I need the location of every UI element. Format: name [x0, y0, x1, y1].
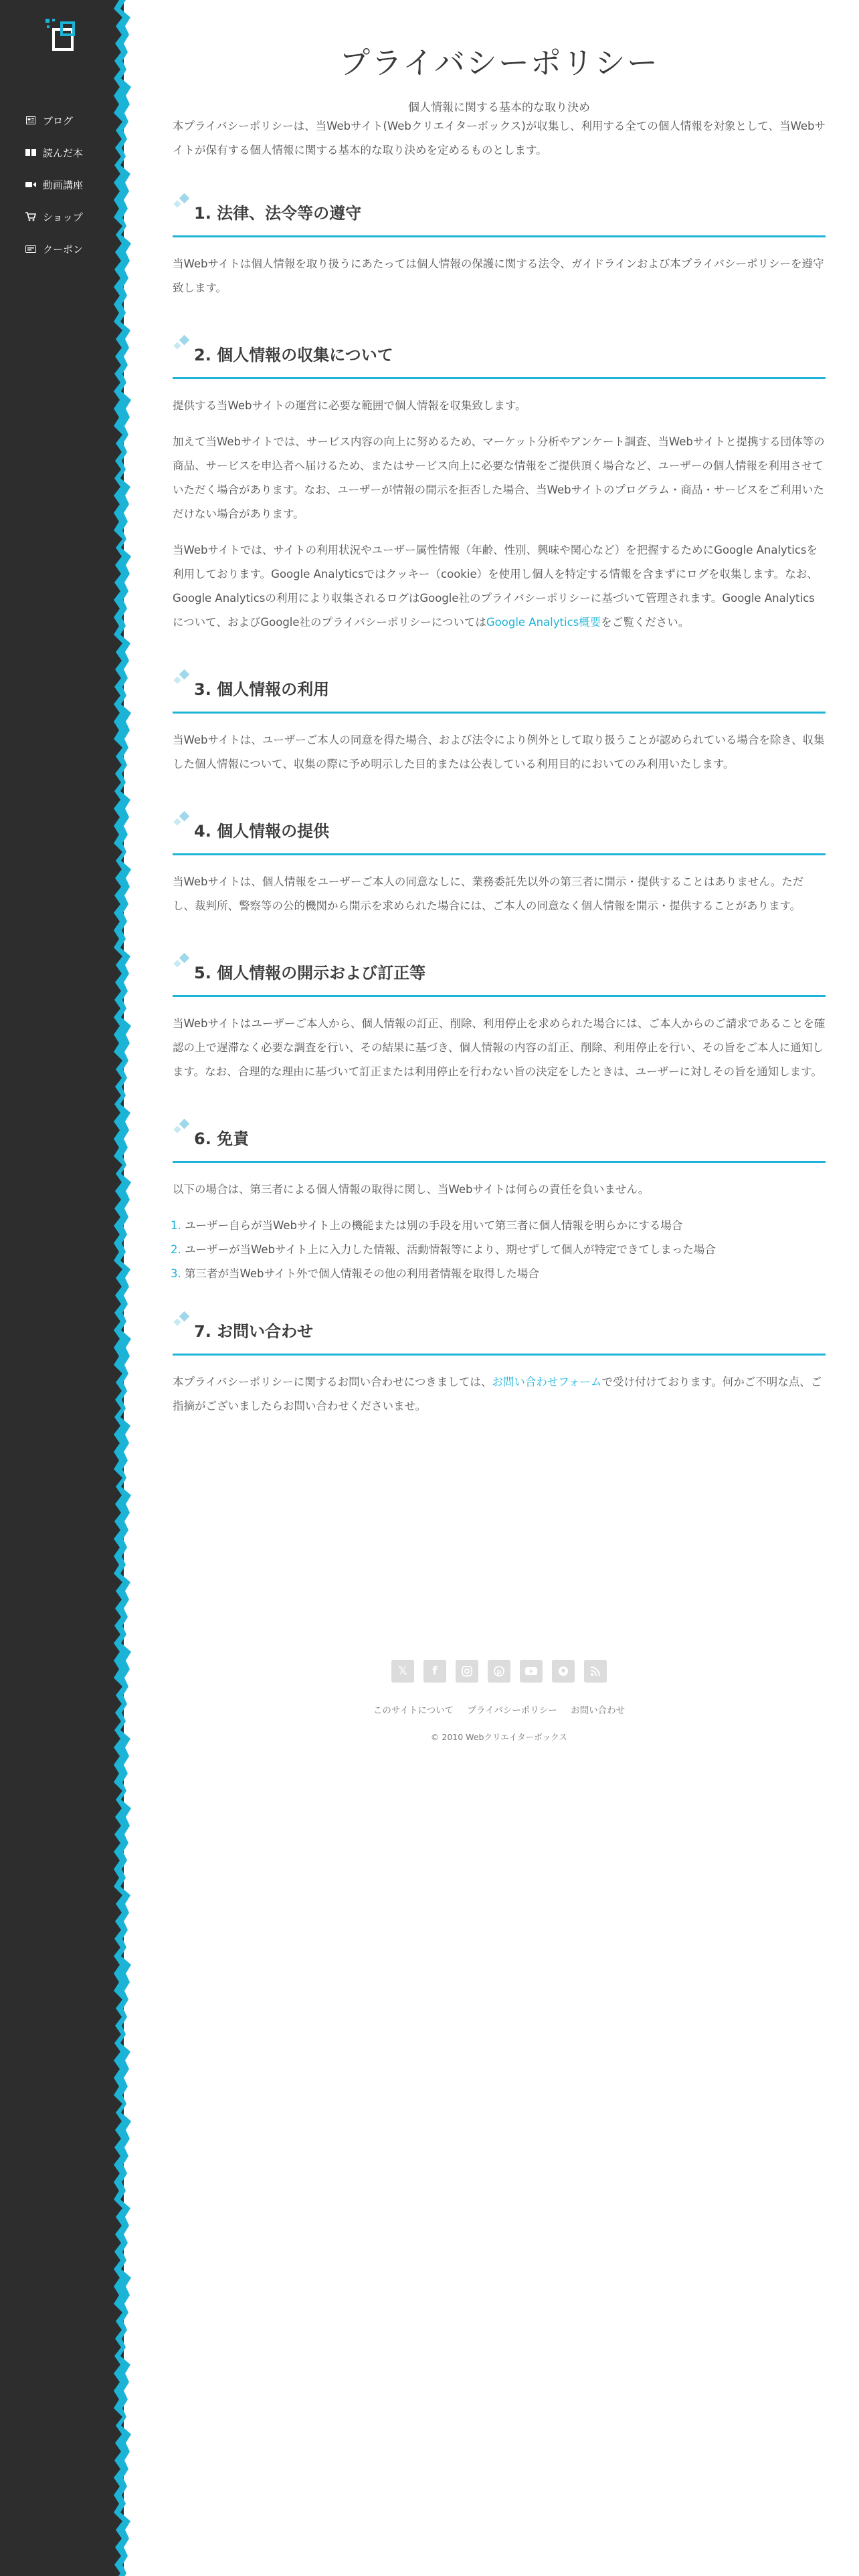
analytics-text-after: をご覧ください。	[601, 616, 690, 629]
facebook-icon[interactable]: f	[423, 1660, 446, 1683]
copyright: © 2010 Webクリエイターボックス	[430, 1732, 568, 1742]
section-heading	[173, 818, 826, 855]
nav-label: 動画講座	[43, 179, 84, 191]
list-item: 3. 第三者が当Webサイト外で個人情報その他の利用者情報を取得した場合	[185, 1262, 826, 1286]
github-icon[interactable]	[552, 1660, 575, 1683]
footer-links	[173, 1703, 826, 1716]
rss-icon[interactable]	[584, 1660, 607, 1683]
section-heading	[173, 676, 826, 714]
section-title: 1. 法律、法令等の遵守	[194, 204, 362, 223]
section-text: 当Webサイトは、個人情報をユーザーご本人の同意なしに、業務委託先以外の第三者に開示・提供することはありません。ただし、裁判所、警察等の公的機関から開示を求められた場合には、ご本人の同意なく個人情報を開示・提供することがあります。	[173, 875, 804, 912]
nav-label: クーポン	[43, 243, 84, 255]
video-icon	[25, 180, 36, 189]
disclaimer-list	[173, 1214, 826, 1286]
nav-item-blog[interactable]	[25, 104, 83, 136]
nav-item-shop[interactable]	[25, 201, 83, 233]
book-icon	[25, 148, 36, 157]
social-links	[173, 1660, 826, 1683]
nav-label: ショップ	[43, 211, 83, 223]
nav-label: 読んだ本	[43, 146, 84, 159]
youtube-icon[interactable]	[520, 1660, 543, 1683]
diamond-icon	[173, 953, 190, 970]
coupon-icon	[25, 244, 36, 253]
page-title: プライバシーポリシー	[339, 45, 659, 81]
pinterest-icon[interactable]	[488, 1660, 510, 1683]
diamond-icon	[173, 669, 190, 687]
nav-item-books[interactable]	[25, 136, 83, 169]
diamond-icon	[173, 1119, 190, 1136]
section-heading	[173, 342, 826, 379]
section-heading	[173, 960, 826, 997]
contact-form-link[interactable]: お問い合わせフォーム	[492, 1376, 602, 1388]
nav-label: ブログ	[43, 114, 74, 127]
section-title: 6. 免責	[194, 1130, 250, 1148]
page-subtitle: 個人情報に関する基本的な取り決め	[408, 101, 590, 114]
section-text: 提供する当Webサイトの運営に必要な範囲で個人情報を収集致します。	[173, 399, 527, 412]
sidebar-zigzag-edge	[114, 0, 140, 2576]
site-logo[interactable]	[41, 17, 82, 55]
section-text: 加えて当Webサイトでは、サービス内容の向上に努めるため、マーケット分析やアンケート調査、当Webサイトと提携する団体等の商品、サービスを申込者へ届けるため、またはサービス向上に必要な情報をご提供頂く場合など、ユーザーの個人情報を利用させていただく場合があります。なお、ユーザーが情報の開示を拒否した場合、当Webサイトのプログラム・商品・サービスをご利用いただけない場合があります。	[173, 435, 825, 520]
section-title: 2. 個人情報の収集について	[194, 346, 393, 364]
main-content	[173, 0, 826, 1418]
section-heading	[173, 1125, 826, 1163]
diamond-icon	[173, 335, 190, 352]
section-title: 5. 個人情報の開示および訂正等	[194, 964, 426, 982]
section-title: 7. お問い合わせ	[194, 1322, 314, 1341]
blog-icon	[25, 116, 36, 125]
section-text: 当Webサイトはユーザーご本人から、個人情報の訂正、削除、利用停止を求められた場合には、ご本人からのご請求であることを確認の上で遅滞なく必要な調査を行い、その結果に基づき、個人情報の内容の訂正、削除、利用停止を行い、その旨をご本人に通知します。なお、合理的な理由に基づいて訂正または利用停止を行わない旨の決定をしたときは、ユーザーに対しその旨を通知します。	[173, 1017, 826, 1078]
instagram-icon[interactable]	[456, 1660, 478, 1683]
section-title: 3. 個人情報の利用	[194, 680, 330, 699]
contact-text-after: で受け付けております。何かご不明な点、ご指摘がございましたらお問い合わせくださいませ。	[173, 1376, 822, 1412]
section-title: 4. 個人情報の提供	[194, 822, 330, 841]
x-icon[interactable]: 𝕏	[391, 1660, 414, 1683]
nav-item-coupon[interactable]	[25, 233, 83, 265]
contact-text	[173, 1370, 826, 1418]
sidebar-nav	[25, 104, 83, 265]
footer-link-privacy[interactable]: プライバシーポリシー	[467, 1705, 557, 1716]
list-item: 1. ユーザー自らが当Webサイト上の機能または別の手段を用いて第三者に個人情報を明らかにする場合	[185, 1214, 826, 1238]
diamond-icon	[173, 811, 190, 829]
diamond-icon	[173, 193, 190, 211]
footer-link-contact[interactable]: お問い合わせ	[571, 1705, 626, 1716]
intro-text: 本プライバシーポリシーは、当Webサイト(Webクリエイターボックス)が収集し、利用する全ての個人情報を対象として、当Webサイトが保有する個人情報に関する基本的な取り決めを定めるものとします。	[173, 120, 826, 156]
contact-text-before: 本プライバシーポリシーに関するお問い合わせにつきましては、	[173, 1376, 492, 1388]
section-heading	[173, 200, 826, 237]
section-text: 当Webサイトは、ユーザーご本人の同意を得た場合、および法令により例外として取り扱うことが認められている場合を除き、収集した個人情報について、収集の際に予め明示した目的または公表している利用目的においてのみ利用いたします。	[173, 734, 825, 770]
svg-text:p: p	[496, 1669, 502, 1676]
cart-icon	[25, 212, 36, 221]
nav-item-video[interactable]	[25, 169, 83, 201]
sidebar	[0, 0, 124, 2576]
analytics-text-before: 当Webサイトでは、サイトの利用状況やユーザー属性情報（年齢、性別、興味や関心など）を把握するためにGoogle Analyticsを利用しております。Google Analyticsではクッキー（cookie）を使用し個人を特定する情報を含まずにログを収集します。なお、Google Analyticsの利用により収集されるログはGoogle社のプライバシーポリシーに基づいて管理されます。Google Analyticsについて、およびGoogle社のプライバシーポリシーについては	[173, 544, 818, 629]
google-analytics-link[interactable]: Google Analytics概要	[486, 616, 601, 629]
list-item: 2. ユーザーが当Webサイト上に入力した情報、活動情報等により、期せずして個人が特定できてしまった場合	[185, 1238, 826, 1262]
diamond-icon	[173, 1311, 190, 1329]
section-text: 当Webサイトは個人情報を取り扱うにあたっては個人情報の保護に関する法令、ガイドラインおよび本プライバシーポリシーを遵守致します。	[173, 257, 824, 294]
analytics-text	[173, 538, 826, 635]
footer-link-about[interactable]: このサイトについて	[373, 1705, 454, 1716]
section-text: 以下の場合は、第三者による個人情報の取得に関し、当Webサイトは何らの責任を負いません。	[173, 1183, 650, 1196]
section-heading	[173, 1318, 826, 1356]
footer	[173, 1660, 826, 1743]
